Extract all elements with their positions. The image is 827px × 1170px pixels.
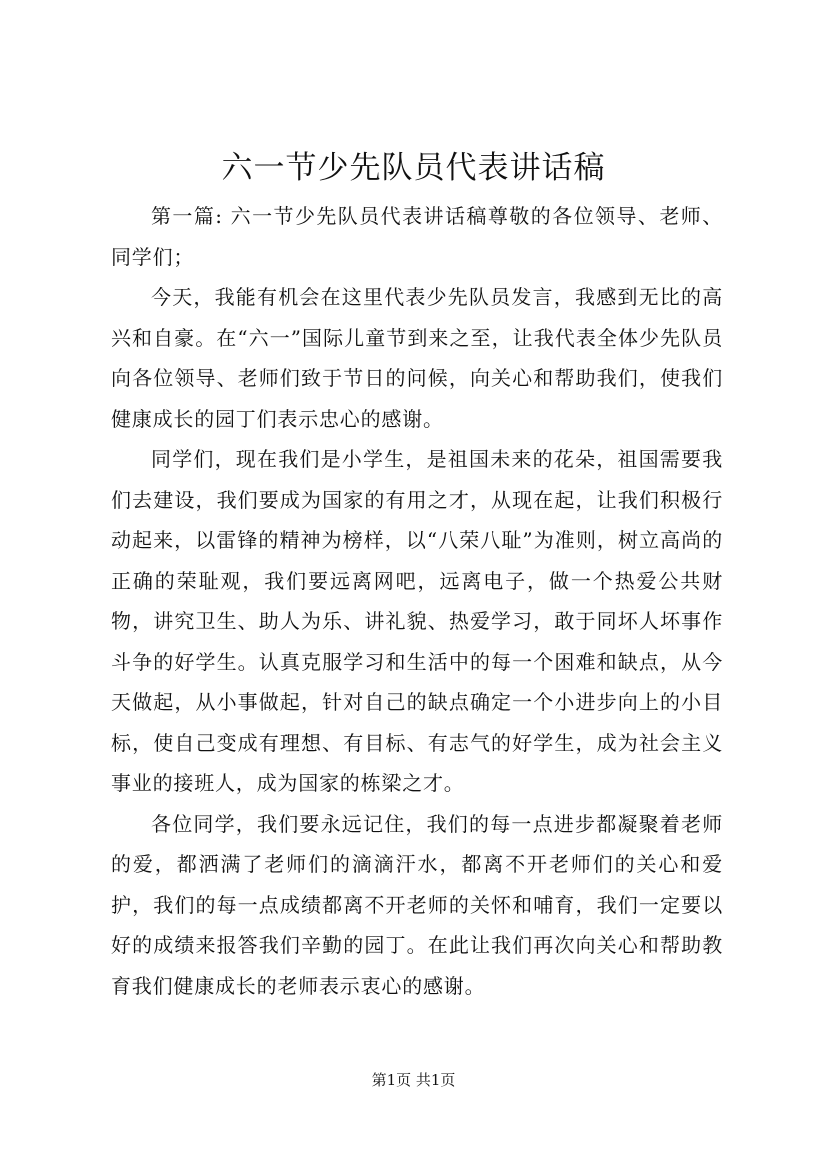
document-title: 六一节少先队员代表讲话稿 (221, 150, 606, 186)
page-number-footer: 第1页 共1页 (371, 1071, 456, 1089)
paragraph-2: 今天，我能有机会在这里代表少先队员发言，我感到无比的高兴和自豪。在“六一”国际儿童节到来之至，让我代表全体少先队员向各位领导、老师们致于节日的问候，向关心和帮助我们，使我们健康成长的园丁们表示忠心的感谢。 (111, 285, 723, 431)
paragraph-3: 同学们，现在我们是小学生，是祖国未来的花朵，祖国需要我们去建设，我们要成为国家的有用之才，从现在起，让我们积极行动起来，以雷锋的精神为榜样，以“八荣八耻”为准则，树立高尚的正确的荣耻观，我们要远离网吧，远离电子，做一个热爱公共财物，讲究卫生、助人为乐、讲礼貌、热爱学习，敢于同坏人坏事作斗争的好学生。认真克服学习和生活中的每一个困难和缺点，从今天做起，从小事做起，针对自己的缺点确定一个小进步向上的小目标，使自己变成有理想、有目标、有志气的好学生，成为社会主义事业的接班人，成为国家的栋梁之才。 (111, 447, 723, 795)
paragraph-1: 第一篇: 六一节少先队员代表讲话稿尊敬的各位领导、老师、同学们； (111, 204, 723, 269)
paragraph-4: 各位同学，我们要永远记住，我们的每一点进步都凝聚着老师的爱，都洒满了老师们的滴滴汗水，都离不开老师们的关心和爱护，我们的每一点成绩都离不开老师的关怀和哺育，我们一定要以好的成绩来报答我们辛勤的园丁。在此让我们再次向关心和帮助教育我们健康成长的老师表示衷心的感谢。 (111, 811, 723, 998)
document-body (111, 196, 723, 1006)
